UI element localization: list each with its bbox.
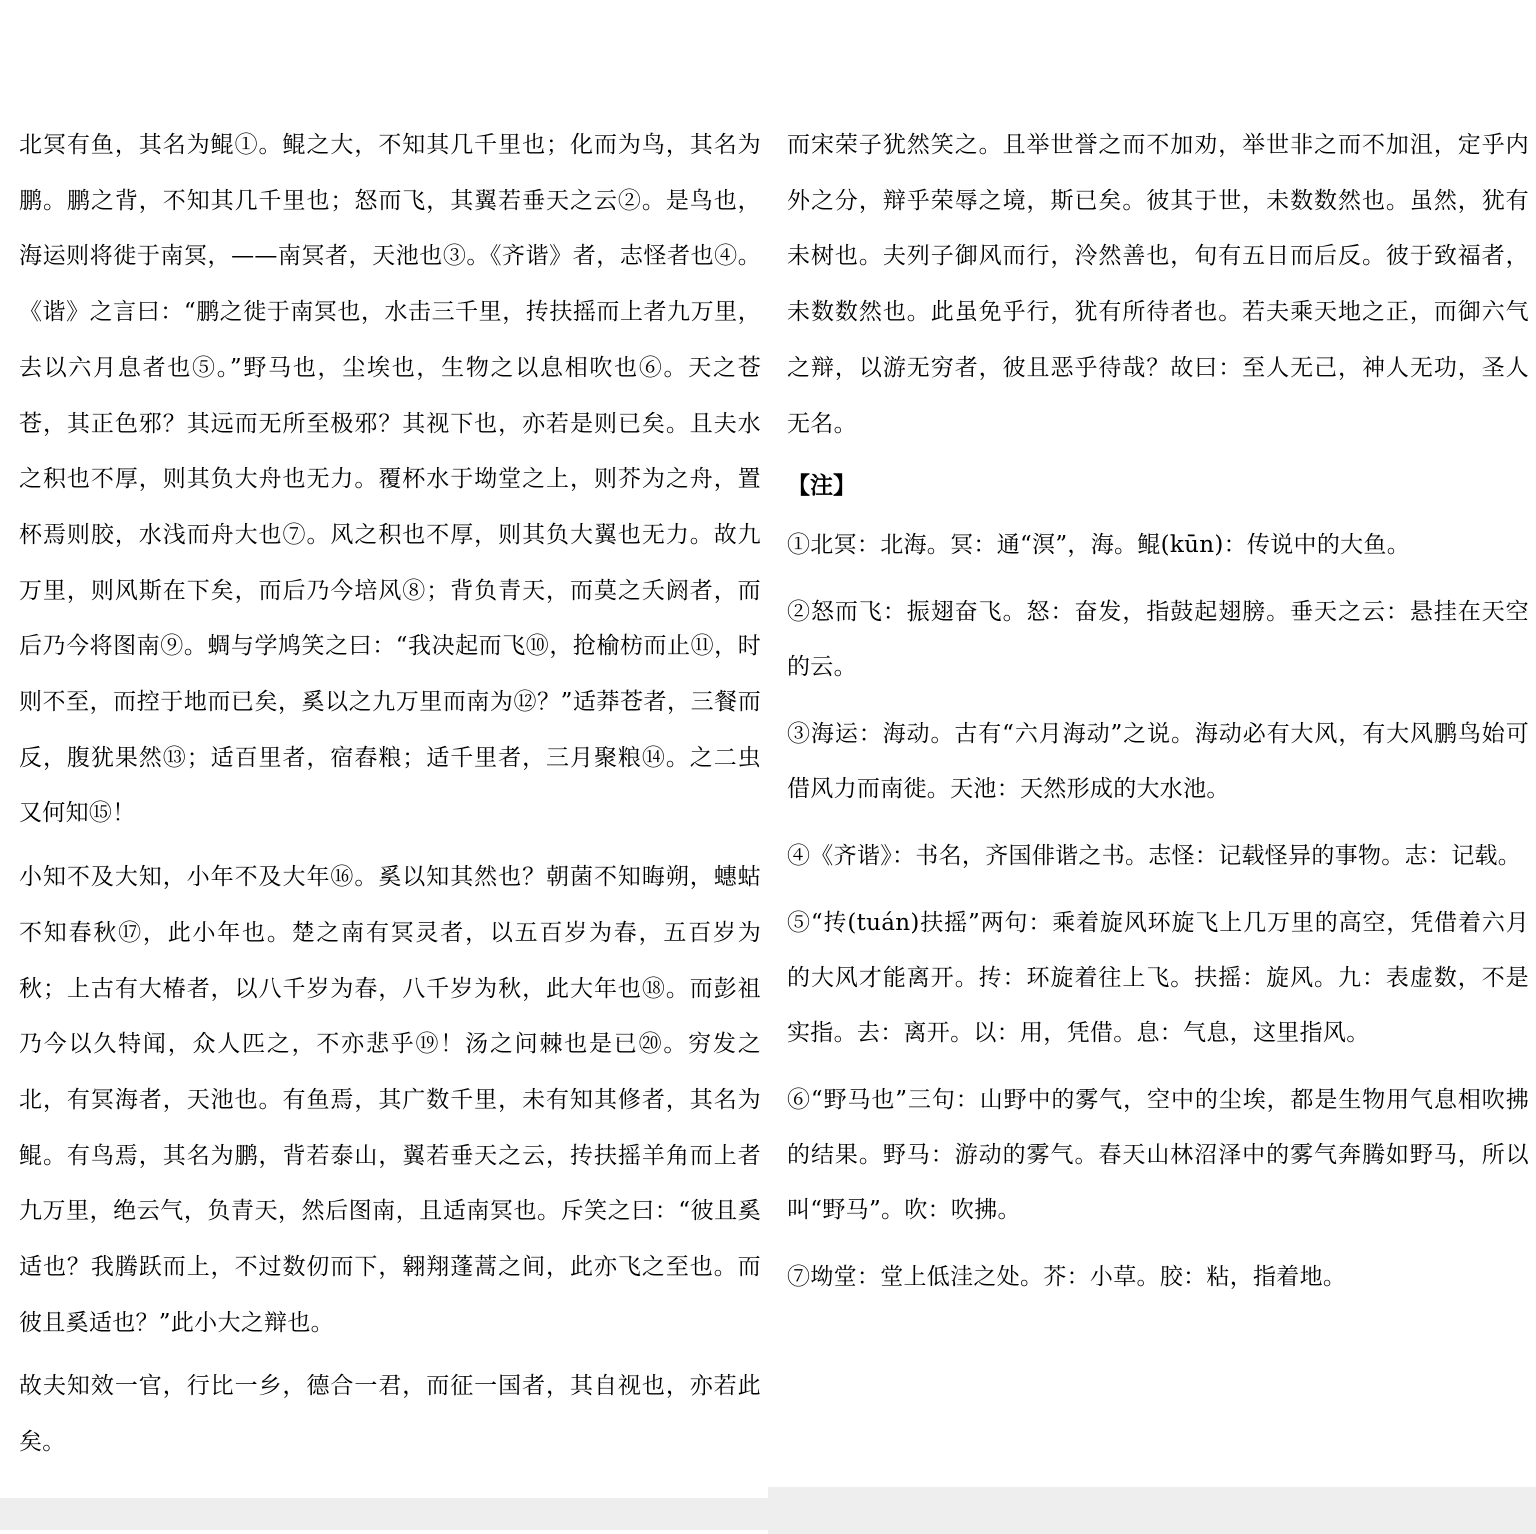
body-paragraph-1: 北冥有鱼，其名为鲲①。鲲之大，不知其几千里也；化而为鸟，其名为鹏。鹏之背，不知其几千里也；怒而飞，其翼若垂天之云②。是鸟也，海运则将徙于南冥，——南冥者，天池也③。《齐谐》者，志怪者也④。《谐》之言曰：“鹏之徙于南冥也，水击三千里，抟扶摇而上者九万里，去以六月息者也⑤。”野马也，尘埃也，生物之以息相吹也⑥。天之苍苍，其正色邪？其远而无所至极邪？其视下也，亦若是则已矣。且夫水之积也不厚，则其负大舟也无力。覆杯水于坳堂之上，则芥为之舟，置杯焉则胶，水浅而舟大也⑦。风之积也不厚，则其负大翼也无力。故九万里，则风斯在下矣，而后乃今培风⑧；背负青天，而莫之夭阏者，而后乃今将图南⑨。蜩与学鸠笑之曰：“我决起而飞⑩，抢榆枋而止⑪，时则不至，而控于地而已矣，奚以之九万里而南为⑫？”适莽苍者，三餐而反，腹犹果然⑬；适百里者，宿舂粮；适千里者，三月聚粮⑭。之二虫又何知⑮！ (19, 132, 761, 827)
right-column-text (787, 118, 1529, 1317)
page-bottom-bar (0, 1498, 768, 1530)
note-item: ⑥“野马也”三句：山野中的雾气，空中的尘埃，都是生物用气息相吹拂的结果。野马：游动的雾气。春天山林沼泽中的雾气奔腾如野马，所以叫“野马”。吹：吹拂。 (787, 1087, 1529, 1224)
note-item: ③海运：海动。古有“六月海动”之说。海动必有大风，有大风鹏鸟始可借风力而南徙。天池：天然形成的大水池。 (787, 721, 1529, 803)
note-item: ④《齐谐》：书名，齐国俳谐之书。志怪：记载怪异的事物。志：记载。 (787, 843, 1522, 870)
notes-heading: 【注】 (787, 472, 856, 500)
body-paragraph-2: 小知不及大知，小年不及大年⑯。奚以知其然也？朝菌不知晦朔，蟪蛄不知春秋⑰，此小年也。楚之南有冥灵者，以五百岁为春，五百岁为秋；上古有大椿者，以八千岁为春，八千岁为秋，此大年也⑱。而彭祖乃今以久特闻，众人匹之，不亦悲乎⑲！汤之问棘也是已⑳。穷发之北，有冥海者，天池也。有鱼焉，其广数千里，未有知其修者，其名为鲲。有鸟焉，其名为鹏，背若泰山，翼若垂天之云，抟扶摇羊角而上者九万里，绝云气，负青天，然后图南，且适南冥也。斥笑之曰：“彼且奚适也？我腾跃而上，不过数仞而下，翱翔蓬蒿之间，此亦飞之至也。而彼且奚适也？”此小大之辩也。 (19, 864, 761, 1336)
note-item: ②怒而飞：振翅奋飞。怒：奋发，指鼓起翅膀。垂天之云：悬挂在天空的云。 (787, 599, 1529, 681)
body-paragraph-3: 故夫知效一官，行比一乡，德合一君，而征一国者，其自视也，亦若此矣。 (19, 1373, 761, 1456)
page-bottom-bar (768, 1487, 1536, 1534)
note-item: ⑤“抟(tuán)扶摇”两句：乘着旋风环旋飞上几万里的高空，凭借着六月的大风才能离开。抟：环旋着往上飞。扶摇：旋风。九：表虚数，不是实指。去：离开。以：用，凭借。息：气息，这里指风。 (787, 910, 1529, 1047)
note-item: ⑦坳堂：堂上低洼之处。芥：小草。胶：粘，指着地。 (787, 1264, 1347, 1291)
body-paragraph-continued: 而宋荣子犹然笑之。且举世誉之而不加劝，举世非之而不加沮，定乎内外之分，辩乎荣辱之境，斯已矣。彼其于世，未数数然也。虽然，犹有未树也。夫列子御风而行，泠然善也，旬有五日而后反。彼于致福者，未数数然也。此虽免乎行，犹有所待者也。若夫乘天地之正，而御六气之辩，以游无穷者，彼且恶乎待哉？故曰：至人无己，神人无功，圣人无名。 (787, 132, 1529, 437)
right-page (768, 0, 1536, 1534)
note-item: ①北冥：北海。冥：通“溟”，海。鲲(kūn)：传说中的大鱼。 (787, 532, 1411, 559)
left-column-text (19, 118, 761, 1479)
